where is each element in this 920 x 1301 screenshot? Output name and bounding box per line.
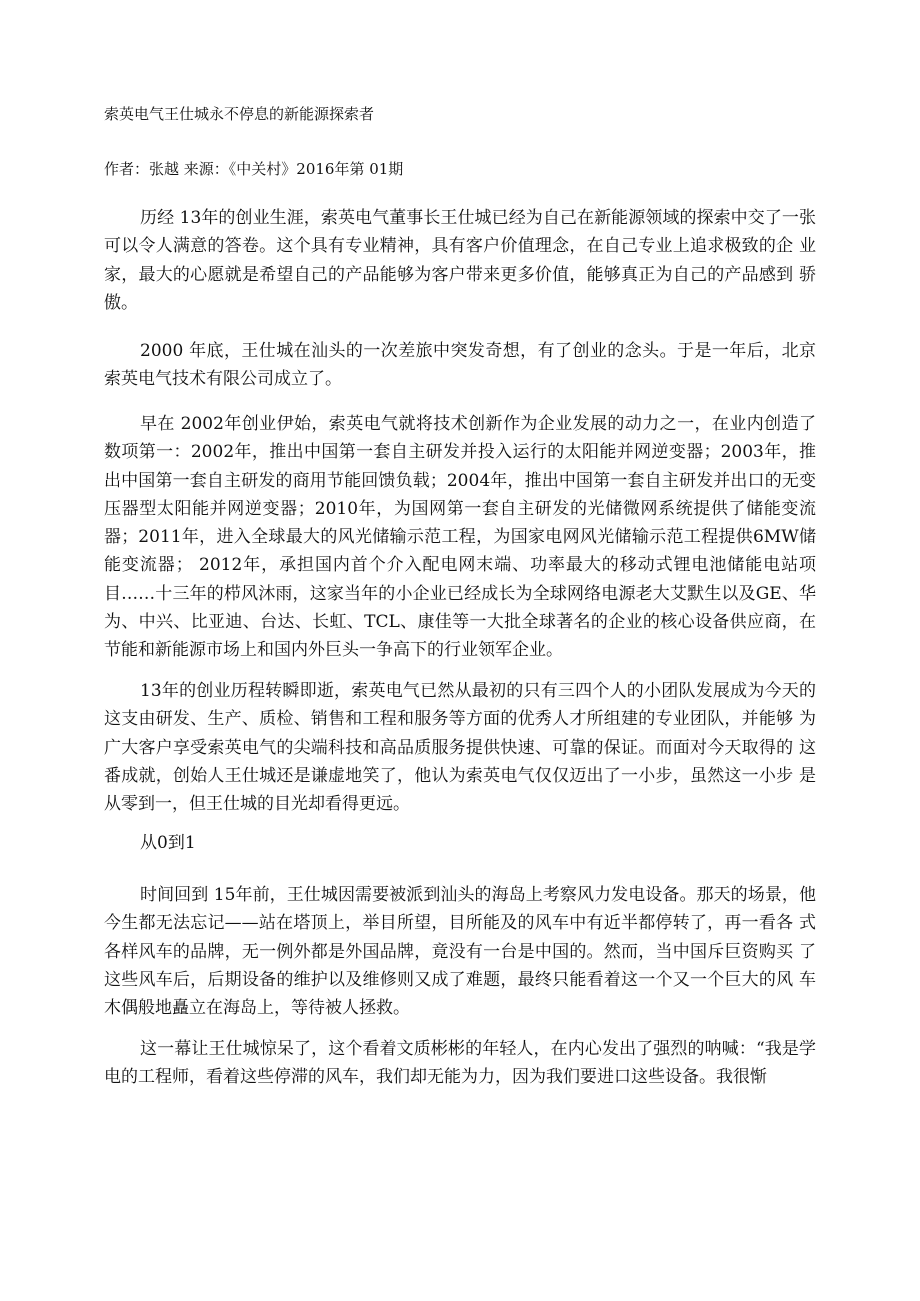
paragraph: 时间回到 15年前，王仕城因需要被派到汕头的海岛上考察风力发电设备。那天的场景，他今生都无法忘记——站在塔顶上，举目所望，目所能及的风车中有近半都停转了，再一看各 式各样风车的品牌，无一例外都是外国品牌，竟没有一台是中国的。然而，当中国斥巨资购买 了这些风车后，后期设备的维护以及维修则又成了难题，最终只能看着这一个又一个巨大的风 车木偶般地矗立在海岛上，等待被人拯救。 xyxy=(104,885,816,1019)
paragraph: 历经 13年的创业生涯，索英电气董事长王仕城已经为自己在新能源领域的探索中交了一张可以令人满意的答卷。这个具有专业精神，具有客户价值理念，在自己专业上追求极致的企 业家，最大的心愿就是希望自己的产品能够为客户带来更多价值，能够真正为自己的产品感到 骄傲。 xyxy=(104,208,816,313)
section-heading: 从0到1 xyxy=(140,833,196,853)
paragraph: 13年的创业历程转瞬即逝，索英电气已然从最初的只有三四个人的小团队发展成为今天的这支由研发、生产、质检、销售和工程和服务等方面的优秀人才所组建的专业团队，并能够 为广大客户享受索英电气的尖端科技和高品质服务提供快速、可靠的保证。而面对今天取得的 这番成就，创始人王仕城还是谦虚地笑了，他认为索英电气仅仅迈出了一小步，虽然这一小步 是从零到一，但王仕城的目光却看得更远。 xyxy=(104,681,816,815)
paragraph: 这一幕让王仕城惊呆了，这个看着文质彬彬的年轻人，在内心发出了强烈的呐喊：“我是学电的工程师，看着这些停滞的风车，我们却无能为力，因为我们要进口这些设备。我很惭 xyxy=(104,1039,816,1088)
paragraph: 早在 2002年创业伊始，索英电气就将技术创新作为企业发展的动力之一，在业内创造了数项第一：2002年，推出中国第一套自主研发并投入运行的太阳能并网逆变器；2003年，推出中国第一套自主研发的商用节能回馈负载；2004年，推出中国第一套自主研发并出口的无变压器型太阳能并网逆变器；2010年，为国网第一套自主研发的光储微网系统提供了储能变流器；2011年，进入全球最大的风光储输示范工程，为国家电网风光储输示范工程提供6MW储能变流器； 2012年，承担国内首个介入配电网末端、功率最大的移动式锂电池储能电站项目……十三年的栉风沐雨，这家当年的小企业已经成长为全球网络电源老大艾默生以及GE、华为、中兴、比亚迪、台达、长虹、TCL、康佳等一大批全球著名的企业的核心设备供应商，在节能和新能源市场上和国内外巨头一争高下的行业领军企业。 xyxy=(104,414,816,661)
paragraph: 2000 年底，王仕城在汕头的一次差旅中突发奇想，有了创业的念头。于是一年后，北京索英电气技术有限公司成立了。 xyxy=(104,341,816,390)
article-meta: 作者：张越 来源：《中关村》2016年第 01期 xyxy=(104,160,404,178)
article-title: 索英电气王仕城永不停息的新能源探索者 xyxy=(104,105,375,123)
